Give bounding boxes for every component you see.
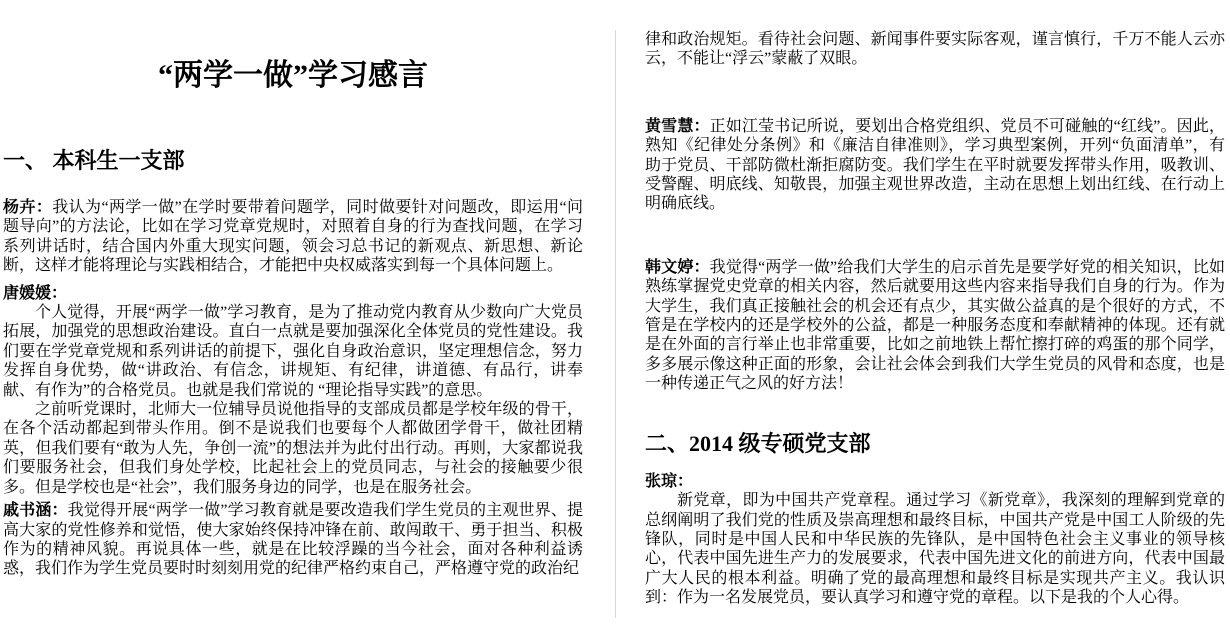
speaker-text-qishuhan: 我觉得开展“两学一做”学习教育就是要改造我们学生党员的主观世界、提高大家的党性修养和觉悟，使大家始终保持冲锋在前、敢闯敢干、勇于担当、积极作为的精神风貌。再说具体一些，就是在比较浮躁的当今社会，面对各种利益诱惑，我们作为学生党员要时时刻刻用党的纪律严格约束自己，严格遵守党的政治纪 [3,502,583,578]
speaker-name-zhangqiong: 张琼： [645,472,694,490]
paragraph-qishuhan-continued: 律和政治规矩。看待社会问题、新闻事件要实际客观，谨言慎行，千万不能人云亦云，不能让“浮云”蒙蔽了双眼。 [645,31,1225,68]
speaker-text-huangxuehui: 正如江莹书记所说，要划出合格党组织、党员不可碰触的“红线”。因此，熟知《纪律处分条例》和《廉洁自律准则》，学习典型案例，开列“负面清单”，有助于党员、干部防微杜渐拒腐防变。我们学生在平时就要发挥带头作用，吸教训、受警醒、明底线、知敬畏，加强主观世界改造，主动在思想上划出红线、在行动上明确底线。 [645,117,1225,213]
column-divider [615,30,616,618]
speaker-name-tangyuanyuan: 唐媛媛： [3,284,68,302]
paragraph-qishuhan [3,501,583,579]
document-title: “两学一做”学习感言 [158,59,428,92]
left-column [3,0,583,579]
paragraph-tangyuanyuan-2: 之前听党课时，北师大一位辅导员说他指导的支部成员都是学校年级的骨干，在各个活动都起到带头作用。倒不是说我们也要每个人都做团学骨干，做社团精英，但我们要有“敢为人先，争创一流”的想法并为此付出行动。再则，大家都说我们要服务社会，但我们身处学校，比起社会上的党员同志，与社会的接触要少很多。但是学校也是“社会”，我们服务身边的同学，也是在服务社会。 [3,401,583,496]
paragraph-yanghui [3,198,583,276]
paragraph-huangxuehui [645,117,1225,214]
section-heading-undergrad: 一、 本科生一支部 [3,148,185,173]
speaker-name-qishuhan: 戚书涵： [3,502,68,520]
speaker-text-yanghui: 我认为“两学一做”在学时要带着问题学，同时做要针对问题改，即运用“问题导向”的方法论，比如在学习党章党规时，对照着自身的行为查找问题，在学习系列讲话时，结合国内外重大现实问题，领会习总书记的新观点、新思想、新论断，这样才能将理论与实践相结合，才能把中央权威落实到每一个具体问题上。 [3,199,583,275]
speaker-name-hanwenting: 韩文婷： [645,258,710,276]
section-heading-grad2014: 二、2014 级专硕党支部 [645,430,871,456]
speaker-name-huangxuehui: 黄雪慧： [645,117,710,135]
speaker-name-yanghui: 杨卉： [3,199,53,216]
speaker-name-line-zhangqiong [645,472,1225,491]
paragraph-hanwenting [645,258,1225,394]
paragraph-zhangqiong-1: 新党章，即为中国共产党章程。通过学习《新党章》，我深刻的理解到党章的总纲阐明了我们党的性质及崇高理想和最终目标，中国共产党是中国工人阶级的先锋队，同时是中国人民和中华民族的先锋队，是中国特色社会主义事业的领导核心，代表中国先进生产力的发展要求，代表中国先进文化的前进方向，代表中国最广大人民的根本利益。明确了党的最高理想和最终目标是实现共产主义。我认识到：作为一名发展党员，要认真学习和遵守党的章程。以下是我的个人心得。 [645,492,1225,607]
speaker-name-line-tangyuanyuan [3,284,583,303]
right-column [645,0,1225,608]
paragraph-tangyuanyuan-1: 个人觉得，开展“两学一做”学习教育，是为了推动党内教育从少数向广大党员拓展，加强党的思想政治建设。直白一点就是要加强深化全体党员的党性建设。我们要在学党章党规和系列讲话的前提下，强化自身政治意识，坚定理想信念，努力发挥自身优势，做“讲政治、有信念，讲规矩、有纪律，讲道德、有品行，讲奉献、有作为”的合格党员。也就是我们常说的 “理论指导实践”的意思。 [3,304,583,399]
speaker-text-hanwenting: 我觉得“两学一做”给我们大学生的启示首先是要学好党的相关知识，比如熟练掌握党史党章的相关内容，然后就要用这些内容来指导我们自身的行为。作为大学生，我们真正接触社会的机会还有点少，其实做公益真的是个很好的方式，不管是在学校内的还是学校外的公益，都是一种服务态度和奉献精神的体现。还有就是在外面的言行举止也非常重要，比如之前地铁上帮忙擦打碎的鸡蛋的那个同学，多多展示像这种正面的形象，会让社会体会到我们大学生党员的风骨和态度，也是一种传递正气之风的好方法！ [645,258,1225,393]
